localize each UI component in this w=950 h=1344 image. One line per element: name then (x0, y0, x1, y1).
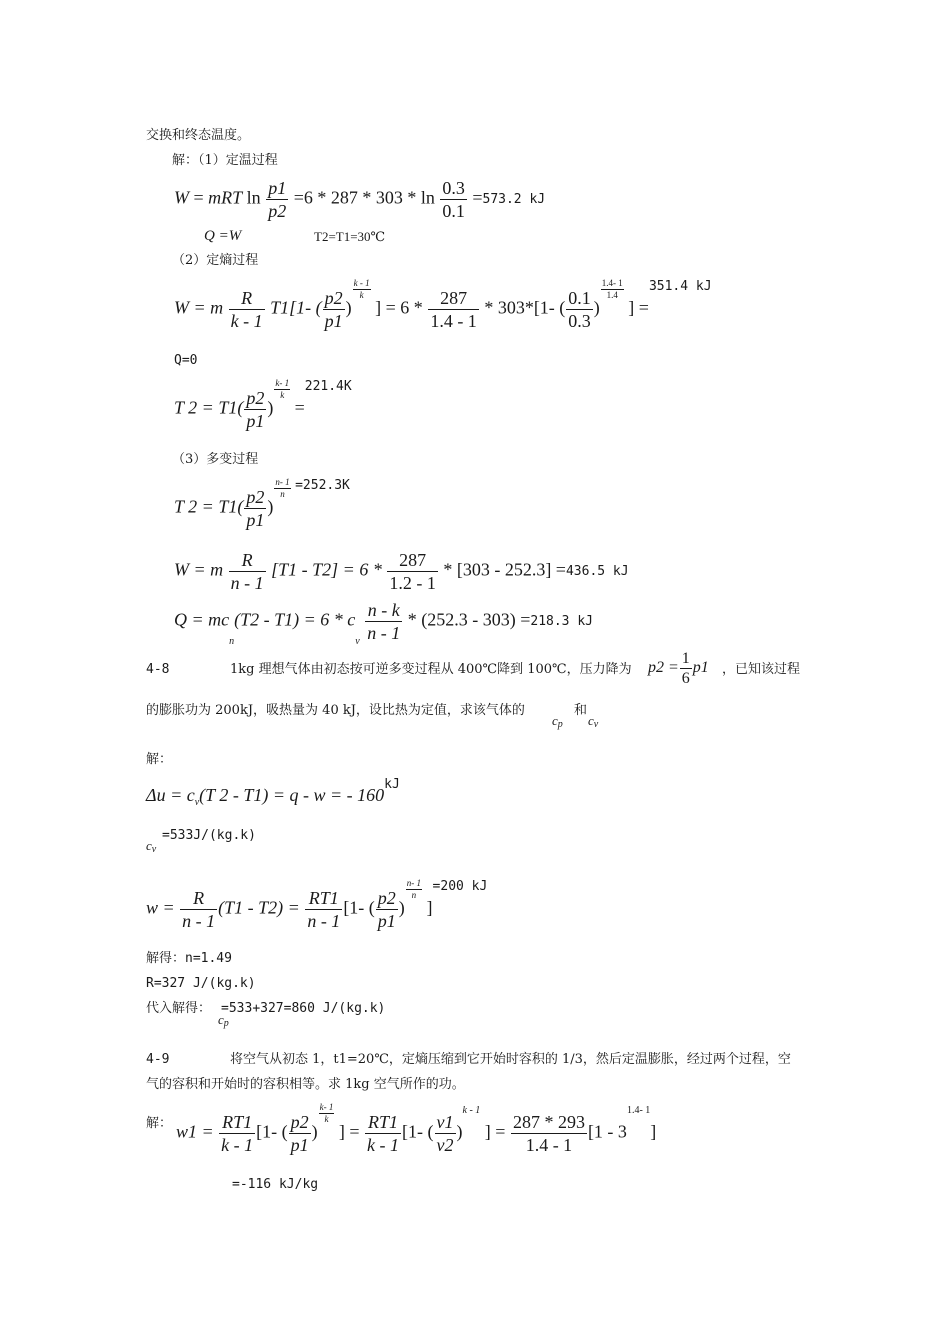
numerator: p2 (290, 1112, 309, 1132)
eq-result: 351.4 kJ (648, 279, 712, 294)
denominator: p1 (246, 510, 265, 530)
eq-term: ] = (338, 1121, 360, 1142)
denominator: 0.1 (442, 201, 465, 221)
result-line: 解得：n=1.49 (146, 951, 232, 966)
problem-number: 4-9 (146, 1052, 170, 1067)
eq-term: ) (398, 897, 405, 918)
denominator: n - 1 (307, 911, 341, 931)
eq-sign: = (193, 187, 204, 208)
equation-polytropic-work (174, 550, 629, 593)
heat-result: Q=0 (174, 353, 198, 368)
eq-term: (T2 - T1) = 6 * c (234, 609, 356, 630)
eq-term: ) (267, 397, 274, 418)
numerator: R (180, 888, 217, 910)
temperature-note: T2=T1=30℃ (314, 229, 386, 244)
numerator: k- 1 (275, 378, 290, 388)
eq-term: ] = (628, 297, 649, 318)
exponent-fraction (274, 477, 290, 500)
numerator: n- 1 (406, 878, 422, 888)
numerator: 287 (387, 550, 438, 572)
pressure-ratio (648, 650, 709, 687)
fraction (289, 1112, 311, 1155)
denominator: p1 (324, 311, 343, 331)
numerator: 287 * 293 (512, 1112, 585, 1132)
equation-polytropic-temperature (174, 477, 350, 530)
exponent-fraction (353, 278, 371, 301)
eq-term: (T 2 - T1) = q - w = - 160 (199, 785, 385, 805)
equation-internal-energy (146, 777, 400, 808)
numerator: RT1 (305, 888, 342, 910)
eq-symbol: W (174, 559, 189, 580)
subscript: n (229, 636, 235, 647)
numerator: RT1 (219, 1112, 255, 1134)
exponent-fraction (319, 1102, 335, 1125)
denominator: k - 1 (221, 1135, 254, 1155)
eq-term: * [303 - 252.3] = (443, 559, 566, 580)
fraction (244, 487, 266, 530)
fraction (229, 288, 265, 331)
denominator: k - 1 (367, 1135, 400, 1155)
eq-result: =200 kJ (432, 879, 488, 894)
result-line: R=327 J/(kg.k) (146, 976, 256, 991)
eq-term: ) (345, 297, 352, 318)
equation-compression-work (176, 1102, 657, 1155)
eq-term: [1- ( (343, 897, 375, 918)
label: 代入解得： (146, 1001, 212, 1016)
eq-term: T 2 = T1( (174, 496, 244, 517)
fraction (365, 600, 402, 643)
problem-text: 的膨胀功为 200kJ，吸热量为 40 kJ，设比热为定值，求该气体的 (146, 703, 525, 718)
equation-isentropic-work (174, 278, 712, 331)
eq-term: p2 = (648, 659, 679, 677)
eq-symbol: W (174, 187, 189, 208)
eq-term: = m (193, 297, 224, 318)
eq-result: =252.3K (295, 478, 350, 493)
equation-isentropic-temperature (174, 378, 352, 431)
equation-polytropic-heat (174, 600, 593, 647)
denominator: n (280, 489, 285, 499)
eq-term: * (252.3 - 303) = (407, 609, 531, 630)
denominator: n - 1 (367, 623, 401, 643)
fraction (387, 550, 438, 593)
subscript: v (593, 719, 599, 730)
numerator: k- 1 (319, 1102, 334, 1112)
symbol: c (588, 713, 594, 728)
eq-sign: = (472, 187, 483, 208)
numerator: p2 (324, 288, 343, 308)
fraction (365, 1112, 401, 1155)
numerator: RT1 (365, 1112, 401, 1134)
result-line (146, 1001, 385, 1017)
denominator: 1.4 (606, 290, 618, 300)
subscript: v (194, 797, 200, 808)
eq-result: 218.3 kJ (530, 614, 593, 629)
numerator: v1 (436, 1112, 454, 1132)
eq-unit: kJ (384, 777, 400, 792)
problem-text: 将空气从初态 1，t1=20℃，定熵压缩到它开始时容积的 1/3，然后定温膨胀，经过两个过程，空 (230, 1052, 791, 1067)
numerator: 1.4- 1 (601, 278, 623, 288)
denominator: p1 (377, 911, 396, 931)
problem-text: 和 (574, 703, 588, 718)
denominator: 1.4 - 1 (430, 311, 477, 331)
denominator: 0.3 (568, 311, 591, 331)
eq-term: * 303*[1- ( (484, 297, 566, 318)
eq-result: 436.5 kJ (565, 564, 629, 579)
fraction (435, 1112, 456, 1155)
denominator: 1.4 - 1 (525, 1135, 573, 1155)
denominator: k (359, 290, 364, 300)
eq-term: [1- ( (256, 1121, 288, 1142)
eq-term: ] = 6 * (375, 297, 423, 318)
problem-text: 1kg 理想气体由初态按可逆多变过程从 400℃降到 100℃，压力降为 (230, 662, 632, 677)
eq-term: ) (267, 496, 274, 517)
heat-equation: Q =W (204, 228, 242, 244)
fraction (244, 388, 266, 431)
eq-symbol: W (174, 297, 189, 318)
fraction (511, 1112, 587, 1155)
eq-term: T1[1- ( (270, 297, 322, 318)
fraction (440, 178, 467, 221)
symbol: c (552, 713, 558, 728)
denominator: 1.2 - 1 (389, 573, 436, 593)
cv-symbol (146, 838, 156, 854)
problem-number: 4-8 (146, 662, 170, 677)
denominator: n - 1 (230, 573, 264, 593)
eq-term: [1 - 3 (587, 1121, 627, 1142)
cv-symbol (588, 713, 598, 729)
denominator: k - 1 (230, 311, 263, 331)
eq-term: [T1 - T2] = 6 * (271, 559, 382, 580)
eq-term: = mc (191, 609, 230, 630)
cp-symbol (552, 713, 563, 729)
fraction (266, 178, 288, 221)
denominator: v2 (436, 1135, 454, 1155)
numerator: k - 1 (353, 278, 370, 288)
numerator: n - k (365, 600, 402, 622)
solution-heading: 解：（1）定温过程 (172, 153, 278, 168)
fraction (376, 888, 398, 931)
section-heading: （2）定熵过程 (172, 253, 259, 268)
eq-term: ) (311, 1121, 318, 1142)
numerator: p2 (246, 388, 265, 408)
symbol: c (146, 838, 152, 853)
fraction (219, 1112, 255, 1155)
equation-expansion-work (146, 878, 488, 931)
denominator: k (280, 390, 285, 400)
eq-term: [1- ( (402, 1121, 434, 1142)
numerator: n- 1 (275, 477, 290, 487)
eq-term: ] = (484, 1121, 506, 1142)
subscript: p (557, 719, 563, 730)
fraction (566, 288, 593, 331)
value: =533+327=860 J/(kg.k) (221, 1001, 386, 1016)
fraction (323, 288, 345, 331)
text-line: 交换和终态温度。 (146, 128, 251, 143)
section-heading: （3）多变过程 (172, 452, 259, 467)
numerator: 0.3 (442, 178, 465, 198)
exponent-fraction (274, 378, 290, 401)
eq-term: w1 = (176, 1121, 214, 1142)
numerator: p2 (246, 487, 265, 507)
denominator: n - 1 (182, 911, 216, 931)
eq-term: (T1 - T2) = (218, 897, 300, 918)
denominator: 6 (681, 670, 690, 687)
problem-text: 气的容积和开始时的容积相等。求 1kg 空气所作的功。 (146, 1077, 465, 1092)
denominator: n (411, 890, 417, 900)
subscript: p (223, 1018, 229, 1029)
denominator: p1 (290, 1135, 309, 1155)
numerator: R (229, 550, 266, 572)
numerator: p2 (377, 888, 396, 908)
eq-term: w = (146, 897, 175, 918)
numerator: 287 (428, 288, 479, 310)
numerator: 0.1 (568, 288, 591, 308)
denominator: p2 (268, 201, 287, 221)
exponent: k - 1 (462, 1105, 481, 1116)
fraction (180, 888, 217, 931)
eq-term: Δu = c (146, 785, 195, 805)
fraction (305, 888, 342, 931)
symbol: c (218, 1012, 224, 1027)
final-result: =-116 kJ/kg (232, 1177, 319, 1192)
cp-symbol (218, 1012, 229, 1028)
eq-term: ln (246, 187, 261, 208)
fraction (428, 288, 479, 331)
eq-sign: = (294, 397, 305, 418)
solution-label: 解： (146, 752, 173, 767)
subscript: v (151, 844, 157, 855)
eq-term: p1 (692, 659, 709, 677)
fraction (229, 550, 266, 593)
exponent: 1.4- 1 (626, 1105, 651, 1116)
eq-term: ) (593, 297, 600, 318)
fraction (680, 650, 692, 687)
eq-term: T 2 = T1( (174, 397, 244, 418)
eq-term: ] (426, 897, 433, 918)
exponent-fraction (406, 878, 422, 901)
numerator: p1 (268, 178, 287, 198)
numerator: R (229, 288, 265, 310)
denominator: k (324, 1114, 329, 1124)
equation-isothermal-work (174, 178, 545, 221)
eq-term: mRT (208, 187, 243, 208)
eq-term: = m (193, 559, 224, 580)
numerator: 1 (681, 650, 690, 667)
solution-label: 解： (146, 1116, 173, 1131)
eq-result: 221.4K (304, 379, 352, 394)
eq-term: =6 * 287 * 303 * ln (293, 187, 435, 208)
eq-result: 573.2 kJ (482, 192, 546, 207)
eq-symbol: Q (174, 609, 187, 630)
denominator: p1 (246, 411, 265, 431)
cv-value: =533J/(kg.k) (162, 828, 256, 843)
eq-term: ] (650, 1121, 657, 1142)
problem-text: ，已知该过程 (722, 662, 801, 677)
exponent-fraction (601, 278, 624, 301)
eq-term: ) (456, 1121, 463, 1142)
subscript: v (355, 636, 360, 647)
